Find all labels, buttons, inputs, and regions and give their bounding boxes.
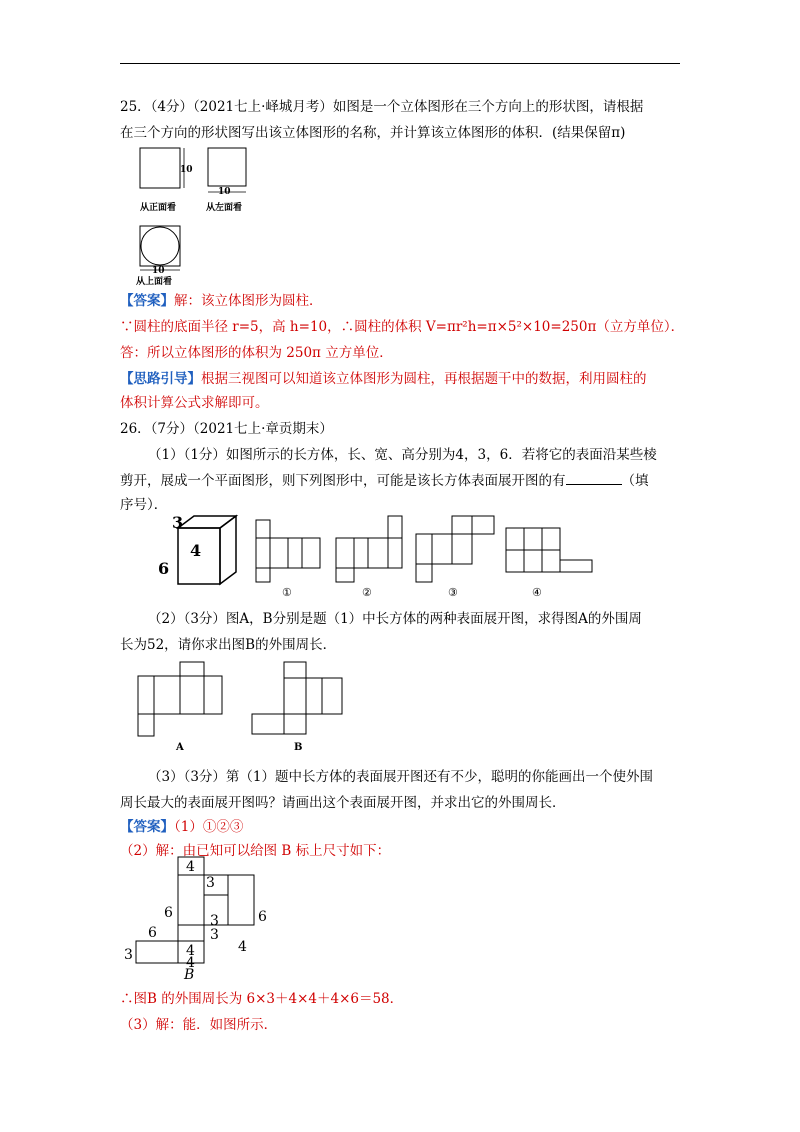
q26-p2-line2: 长为52，请你求出图B的外围周长．: [120, 637, 337, 653]
header-rule: [120, 63, 680, 64]
dim-4-mid: 4: [186, 943, 195, 959]
dim-4-right: 4: [238, 939, 247, 955]
left-view-square: [208, 148, 246, 186]
q26-header: 26．（7分）（2021七上·章贡期末）: [120, 421, 333, 437]
figure-b-label: B: [294, 742, 303, 753]
dim-4-top: 4: [186, 859, 195, 875]
cuboid-figure: [150, 510, 240, 586]
net-4: [500, 522, 600, 598]
net-3: [410, 510, 500, 598]
front-dim-label: 10: [180, 165, 193, 175]
q26-p3-line1: （3）（3分）第（1）题中长方体的表面展开图还有不少，聪明的你能画出一个使外围: [148, 769, 654, 785]
front-view-square: [140, 148, 180, 188]
q26-p1-line3: 序号）．: [120, 497, 168, 513]
figure-a-label: A: [176, 742, 184, 753]
q26-answer2: （2）解：由已知可以给图 B 标上尺寸如下：: [120, 843, 391, 859]
dim-3-mid: 3: [210, 913, 219, 929]
q26-p1-line2a: 剪开，展成一个平面图形，则下列图形中，可能是该长方体表面展开图的有: [120, 473, 566, 489]
q26-answer-tag: 【答案】: [120, 819, 174, 835]
q26-p1-line2: [120, 472, 649, 490]
q26-answer3: （3）解：能．如图所示．: [120, 1017, 278, 1033]
top-dim-label: 10: [152, 266, 165, 276]
q26-p1-line1: （1）（1分）如图所示的长方体，长、宽、高分别为4，3，6．若将它的表面沿某些棱: [148, 447, 657, 463]
net-3-label: ③: [448, 586, 458, 599]
figure-b: [246, 656, 346, 752]
dim-6-bottom: 6: [148, 925, 157, 941]
q25-hint-line2: 体积计算公式求解即可。: [120, 395, 269, 411]
net-2: [330, 512, 410, 598]
dim-6-left: 6: [164, 905, 173, 921]
cuboid-label-6: 6: [158, 559, 170, 578]
q25-line1: 25．（4分）（2021七上·峄城月考）如图是一个立体图形在三个方向上的形状图，请根据: [120, 99, 644, 115]
dim-4-low: 4: [186, 955, 195, 971]
answer-blank: [566, 472, 622, 485]
q26-answer-line1: [120, 818, 243, 836]
q25-line2: 在三个方向的形状图写出该立体图形的名称，并计算该立体图形的体积．(结果保留π): [120, 125, 626, 141]
dim-3-top: 3: [206, 875, 215, 891]
q26-answer1: （1）①②③: [174, 819, 244, 835]
q25-calc: ∵圆柱的底面半径 r=5，高 h=10，∴圆柱的体积 V=πr²h=π×5²×10=250π（立方单位）．: [120, 319, 685, 335]
q26-p1-line2b: （填: [621, 473, 649, 489]
dim-3-left: 3: [124, 947, 133, 963]
net-1: [252, 516, 332, 598]
dim-6-right: 6: [258, 909, 267, 925]
q26-p2-line1: （2）（3分）图A，B分别是题（1）中长方体的两种表面展开图，求得图A的外围周: [148, 611, 642, 627]
net-1-label: ①: [282, 586, 292, 599]
q25-answer: 解：该立体图形为圆柱．: [174, 293, 323, 309]
top-view-square: [140, 226, 180, 266]
q26-answer-perimeter: ∴图B 的外围周长为 6×3＋4×4＋4×6＝58．: [120, 991, 404, 1007]
net-2-label: ②: [362, 586, 372, 599]
dim-3-low: 3: [210, 927, 219, 943]
q25-answer-tag: 【答案】: [120, 293, 174, 309]
q25-three-views: [132, 142, 272, 292]
q25-conclusion: 答：所以立体图形的体积为 250π 立方单位．: [120, 345, 393, 361]
q25-hint1: 根据三视图可以知道该立体图形为圆柱，再根据题干中的数据，利用圆柱的: [201, 371, 647, 387]
q25-hint-tag: 【思路引导】: [120, 371, 201, 387]
top-view-circle: [141, 227, 179, 265]
q25-hint-line1: [120, 370, 647, 388]
figure-b-dimensioned: [118, 855, 283, 983]
left-dim-label: 10: [218, 187, 231, 197]
q26-p3-line2: 周长最大的表面展开图吗？请画出这个表面展开图，并求出它的外围周长．: [120, 795, 566, 811]
top-view-caption: 从上面看: [136, 277, 173, 287]
cuboid-label-3: 3: [172, 513, 184, 532]
cuboid-label-4: 4: [190, 541, 202, 560]
figure-b-dim-label: B: [184, 967, 195, 983]
net-4-label: ④: [532, 586, 542, 599]
left-view-caption: 从左面看: [206, 203, 243, 213]
figure-a: [132, 656, 232, 752]
front-view-caption: 从正面看: [140, 203, 177, 213]
q25-answer-line: [120, 292, 323, 310]
